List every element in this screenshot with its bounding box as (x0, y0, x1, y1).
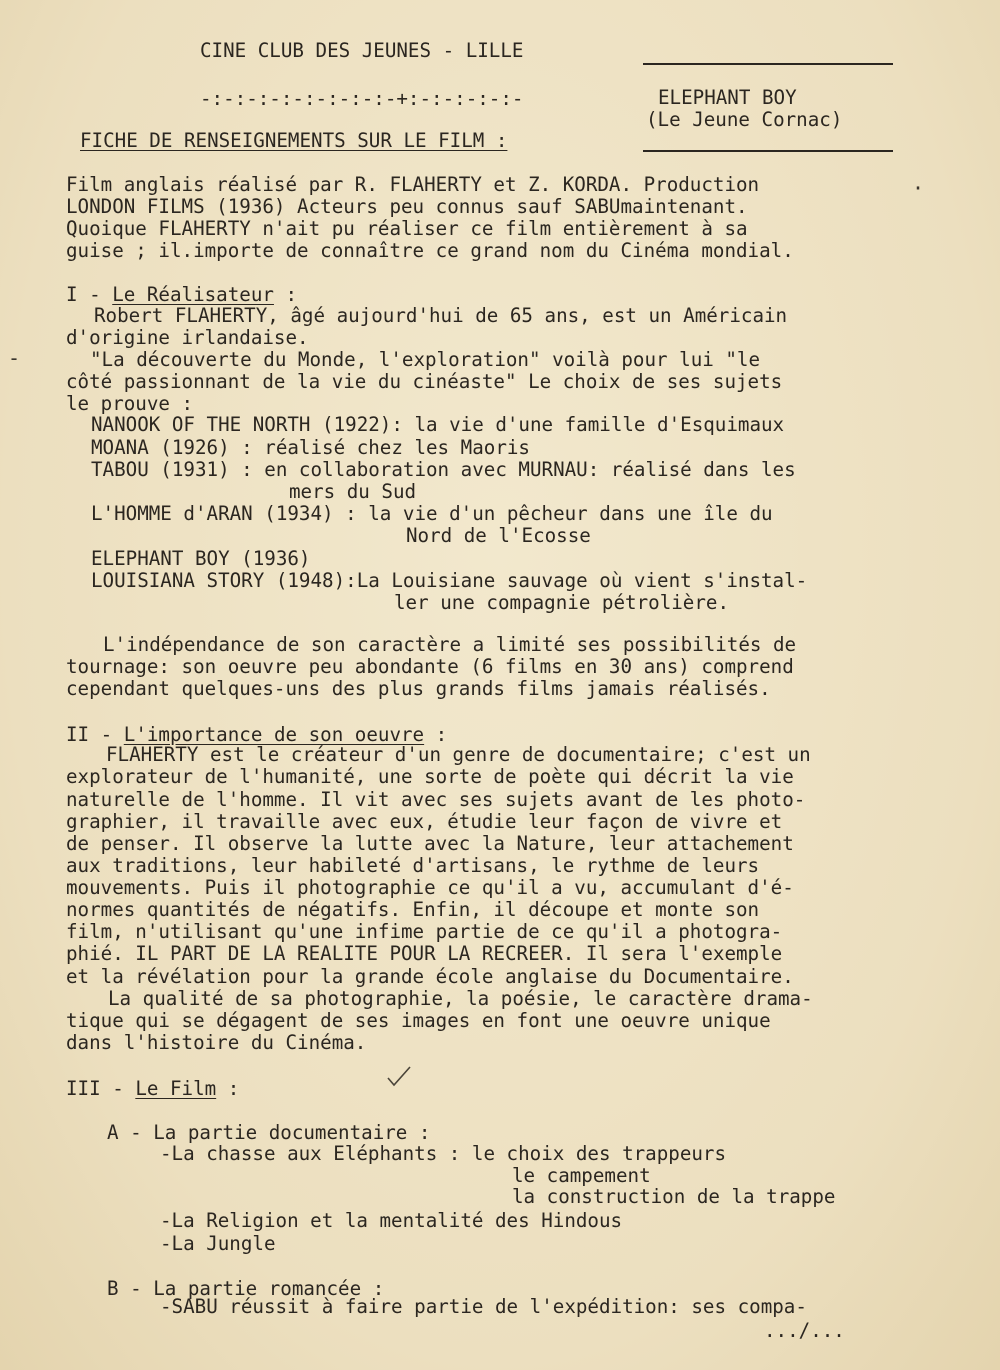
section2-number: II - (66, 723, 124, 746)
body-line: explorateur de l'humanité, une sorte de poète qui décrit la vie (66, 765, 794, 788)
outline-item: la construction de la trappe (512, 1185, 836, 1208)
filmography-entry: mers du Sud (289, 480, 417, 503)
body-line: film, n'utilisant qu'une infime partie de ce qu'il a photogra- (66, 920, 783, 943)
outline-item: le campement (512, 1164, 651, 1187)
outline-item: -La Jungle (160, 1232, 276, 1255)
section3-number: III - (66, 1077, 136, 1100)
film-subtitle: (Le Jeune Cornac) (646, 108, 843, 131)
body-line: normes quantités de négatifs. Enfin, il découpe et monte son (66, 898, 760, 921)
body-line: côté passionnant de la vie du cinéaste" Le choix de ses sujets (66, 370, 783, 393)
section1-title: Le Réalisateur (112, 283, 274, 306)
body-line: La qualité de sa photographie, la poésie, le caractère drama- (108, 987, 813, 1010)
body-line: tournage: son oeuvre peu abondante (6 films en 30 ans) comprend (66, 655, 794, 678)
intro-line: guise ; il.importe de connaître ce grand nom du Cinéma mondial. (66, 239, 794, 262)
margin-dot: - (8, 346, 21, 370)
filmography-entry: LOUISIANA STORY (1948):La Louisiane sauvage où vient s'instal- (91, 569, 808, 592)
body-line: FLAHERTY est le créateur d'un genre de documentaire; c'est un (106, 743, 811, 766)
section3-heading (66, 1078, 239, 1100)
dash-divider: -:-:-:-:-:-:-:-:-+:-:-:-:-:- (200, 87, 524, 110)
filmography-entry: L'HOMME d'ARAN (1934) : la vie d'un pêcheur dans une île du (91, 502, 773, 525)
outline-item: -La chasse aux Eléphants : le choix des trappeurs (160, 1142, 727, 1165)
intro-line: Film anglais réalisé par R. FLAHERTY et Z. KORDA. Production (66, 173, 760, 196)
intro-line: Quoique FLAHERTY n'ait pu réaliser ce film entièrement à sa (66, 217, 748, 240)
body-line: mouvements. Puis il photographie ce qu'il a vu, accumulant d'é- (66, 876, 794, 899)
filmography-entry: TABOU (1931) : en collaboration avec MURNAU: réalisé dans les (91, 458, 796, 481)
body-line: L'indépendance de son caractère a limité ses possibilités de (103, 633, 797, 656)
body-line: phié. IL PART DE LA REALITE POUR LA RECREER. Il sera l'exemple (66, 942, 783, 965)
film-title: ELEPHANT BOY (658, 86, 797, 109)
check-mark-icon (386, 1064, 412, 1088)
section1-number: I - (66, 283, 113, 306)
body-line: d'origine irlandaise. (66, 326, 309, 349)
body-line: dans l'histoire du Cinéma. (66, 1031, 367, 1054)
section2-colon: : (424, 723, 448, 746)
body-line: aux traditions, leur habileté d'artisans, le rythme de leurs (66, 854, 760, 877)
outline-item: -La Religion et la mentalité des Hindous (160, 1209, 623, 1232)
filmography-entry: ELEPHANT BOY (1936) (91, 547, 311, 570)
section2-title: L'importance de son oeuvre (123, 723, 425, 746)
body-line: le prouve : (66, 392, 194, 415)
intro-line: LONDON FILMS (1936) Acteurs peu connus sauf SABUmaintenant. (66, 195, 748, 218)
body-line: graphier, il travaille avec eux, étudie leur façon de vivre et (66, 810, 783, 833)
margin-dot: · (912, 176, 925, 200)
filmography-entry: NANOOK OF THE NORTH (1922): la vie d'une famille d'Esquimaux (91, 413, 785, 436)
title-rule-top (643, 63, 893, 65)
filmography-entry: ler une compagnie pétrolière. (394, 591, 730, 614)
filmography-entry: MOANA (1926) : réalisé chez les Maoris (91, 436, 530, 459)
body-line: naturelle de l'homme. Il vit avec ses sujets avant de les photo- (66, 788, 806, 811)
section3-colon: : (216, 1077, 240, 1100)
body-line: cependant quelques-uns des plus grands films jamais réalisés. (66, 677, 771, 700)
section3-title: Le Film (135, 1077, 217, 1100)
outline-item: B - La partie romancée : (107, 1277, 385, 1300)
body-line: de penser. Il observe la lutte avec la Nature, leur attachement (66, 832, 794, 855)
section1-heading (66, 284, 297, 306)
outline-item: -SABU réussit à faire partie de l'expédition: ses compa- (160, 1295, 807, 1318)
title-rule-bottom (643, 150, 893, 152)
section1-colon: : (273, 283, 298, 306)
body-line: tique qui se dégagent de ses images en font une oeuvre unique (66, 1009, 771, 1032)
body-line: et la révélation pour la grande école anglaise du Documentaire. (66, 965, 794, 988)
filmography-entry: Nord de l'Ecosse (406, 524, 591, 547)
continuation-mark: .../... (764, 1319, 845, 1342)
club-name: CINE CLUB DES JEUNES - LILLE (200, 39, 524, 62)
fiche-title: FICHE DE RENSEIGNEMENTS SUR LE FILM : (80, 129, 508, 152)
outline-item: A - La partie documentaire : (107, 1121, 431, 1144)
body-line: Robert FLAHERTY, âgé aujourd'hui de 65 ans, est un Américain (94, 304, 788, 327)
body-line: "La découverte du Monde, l'exploration" voilà pour lui "le (90, 348, 761, 371)
